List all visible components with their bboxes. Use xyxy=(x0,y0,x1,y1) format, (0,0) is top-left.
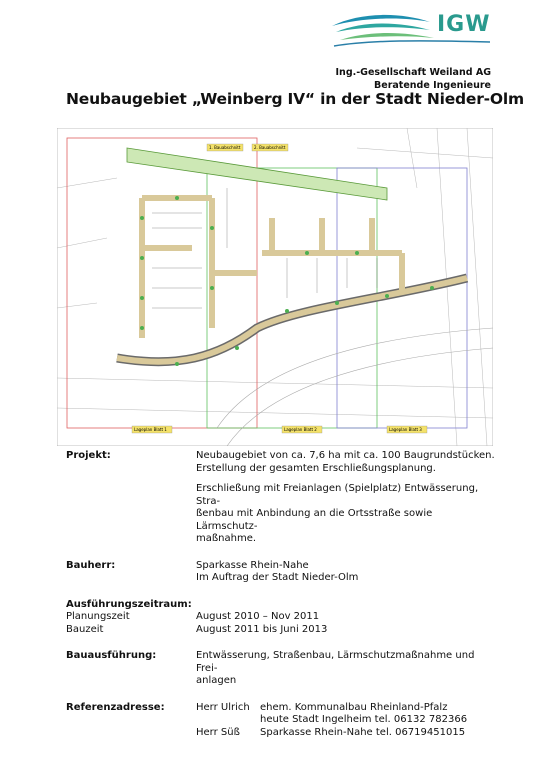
map-label-blatt1: Lageplan Blatt 1 xyxy=(134,427,167,432)
ref2-line-1: Sparkasse Rhein-Nahe tel. 06719451015 xyxy=(260,726,466,738)
company-line-1: Ing.-Gesellschaft Weiland AG xyxy=(335,67,491,78)
bauzeit-label: Bauzeit xyxy=(66,623,104,635)
planungszeit-label: Planungszeit xyxy=(66,611,130,622)
bauherr-line-1: Sparkasse Rhein-Nahe xyxy=(196,559,309,571)
ref1-line-2: heute Stadt Ingelheim tel. 06132 782366 xyxy=(260,714,468,725)
map-label-ba1: 1. Bauabschnitt xyxy=(209,145,241,150)
zeitraum-label: Ausführungszeitraum: xyxy=(66,598,192,610)
projekt-line-4: ßenbau mit Anbindung an die Ortsstraße sowie Lärmschutz- xyxy=(196,508,433,532)
ref2-name: Herr Süß xyxy=(196,726,240,738)
projekt-line-2: Erstellung der gesamten Erschließungsplanung. xyxy=(196,462,436,474)
bauausfuehrung-line-2: anlagen xyxy=(196,675,237,686)
company-line-2: Beratende Ingenieure xyxy=(374,80,491,91)
map-label-blatt2: Lageplan Blatt 2 xyxy=(284,427,317,432)
ref1-line-1: ehem. Kommunalbau Rheinland-Pfalz xyxy=(260,701,448,713)
projekt-line-1: Neubaugebiet von ca. 7,6 ha mit ca. 100 Baugrundstücken. xyxy=(196,450,495,461)
planungszeit-value: August 2010 – Nov 2011 xyxy=(196,611,320,622)
company-name xyxy=(336,66,491,92)
logo-text: IGW xyxy=(437,12,491,37)
projekt-label: Projekt: xyxy=(66,450,111,461)
bauzeit-value: August 2011 bis Juni 2013 xyxy=(196,623,328,635)
referenz-label: Referenzadresse: xyxy=(66,701,165,713)
ref1-name: Herr Ulrich xyxy=(196,701,250,713)
map-label-blatt3: Lageplan Blatt 3 xyxy=(389,427,422,432)
bauherr-label: Bauherr: xyxy=(66,559,116,571)
map-label-ba2: 2. Bauabschnitt xyxy=(254,145,286,150)
project-info xyxy=(66,450,496,739)
projekt-line-5: maßnahme. xyxy=(196,533,257,544)
bauherr-line-2: Im Auftrag der Stadt Nieder-Olm xyxy=(196,572,359,583)
projekt-line-3: Erschließung mit Freianlagen (Spielplatz) Entwässerung, Stra- xyxy=(196,483,479,507)
page-title: Neubaugebiet „Weinberg IV“ in der Stadt Nieder-Olm xyxy=(66,90,524,108)
site-plan-map xyxy=(57,128,493,446)
bauausfuehrung-label: Bauausführung: xyxy=(66,650,157,661)
bauausfuehrung-line-1: Entwässerung, Straßenbau, Lärmschutzmaßnahme und Frei- xyxy=(196,650,475,674)
